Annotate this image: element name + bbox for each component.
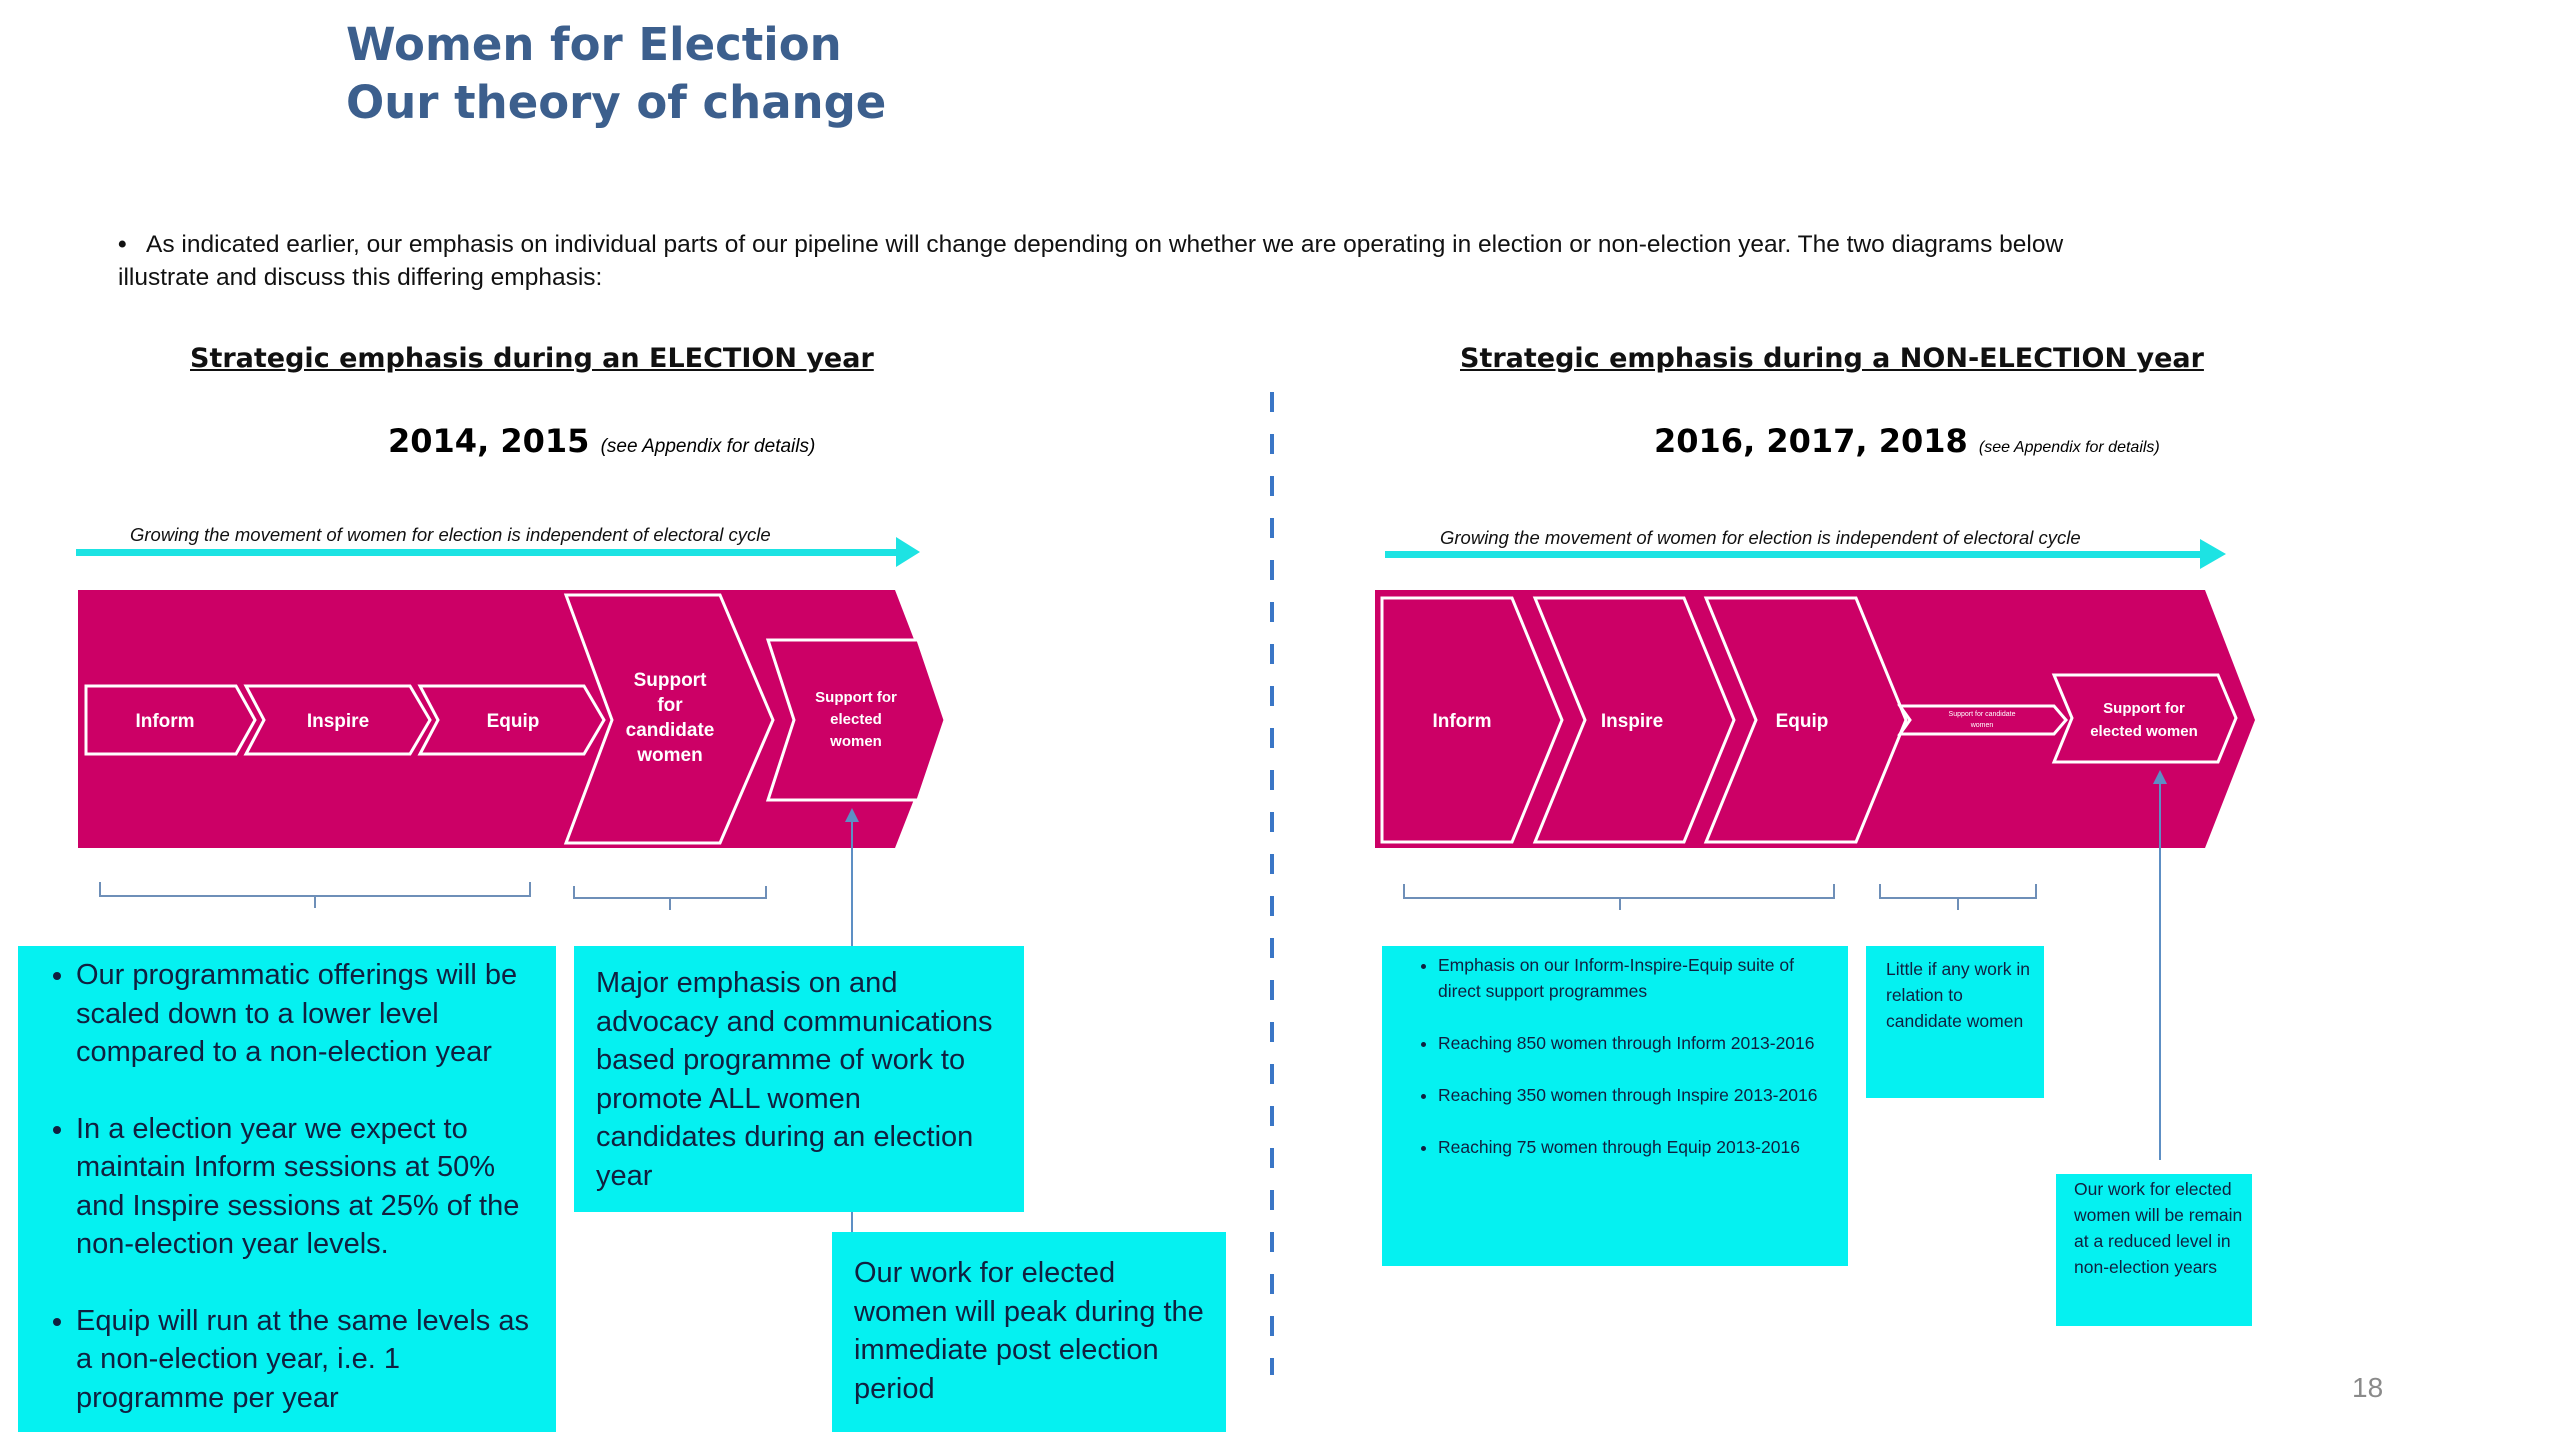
non-election-brace-candidates [1880, 884, 2036, 910]
election-support-elected-line-2: elected [830, 711, 882, 728]
non-election-programmes-callout [1382, 946, 1848, 1266]
intro-paragraph: As indicated earlier, our emphasis on individual parts of our pipeline will change depending on whether we are operating in election or non-election year. The two diagrams below illustrate and discuss this differing emphasis: [118, 231, 2064, 291]
election-candidates-callout: Major emphasis on and advocacy and communications based programme of work to promote ALL women candidates during an election year [574, 946, 1024, 1212]
non-election-support-elected-line-2: elected women [2090, 723, 2198, 740]
election-growth-arrow [76, 537, 920, 567]
non-election-equip-label: Equip [1775, 711, 1829, 732]
non-election-arrow-caption: Growing the movement of women for election is independent of electoral cycle [1440, 527, 2081, 548]
braces [100, 882, 2036, 910]
non-election-elected-callout: Our work for elected women will be remain at a reduced level in non-election years [2056, 1174, 2252, 1326]
election-brace-candidates [574, 886, 766, 910]
non-election-inform-label: Inform [1432, 711, 1492, 732]
non-election-heading: Strategic emphasis during a NON-ELECTION year [1460, 343, 2204, 374]
election-programmes-callout [18, 946, 556, 1432]
non-election-years-note: (see Appendix for details) [1978, 439, 2160, 456]
election-brace-programmes [100, 882, 530, 908]
non-election-growth-arrow [1385, 539, 2226, 569]
election-years-value: 2014, 2015 [388, 422, 590, 460]
election-stage-inform [86, 686, 255, 754]
non-election-brace-programmes [1404, 884, 1834, 910]
election-heading: Strategic emphasis during an ELECTION year [190, 343, 874, 374]
election-pipeline [78, 590, 945, 848]
election-stage-inspire [246, 686, 430, 754]
election-programmes-point-2: • In a election year we expect to maintain Inform sessions at 50% and Inspire sessions at 25% of the non-election year levels. [76, 1110, 542, 1264]
non-election-programmes-point-1: • Emphasis on our Inform-Inspire-Equip suite of direct support programmes [1438, 952, 1838, 1004]
election-elected-callout: Our work for elected women will peak during the immediate post election period [832, 1232, 1226, 1432]
non-election-support-candidate-line-2: women [1970, 722, 1994, 729]
election-support-candidate-line-2: for [657, 695, 683, 716]
non-election-programmes-point-4: • Reaching 75 women through Equip 2013-2016 [1438, 1134, 1838, 1160]
election-stage-support-elected [768, 640, 945, 800]
non-election-programmes-point-3: • Reaching 350 women through Inspire 2013-2016 [1438, 1082, 1838, 1108]
non-election-support-elected-line-1: Support for [2103, 700, 2185, 717]
non-election-programmes-point-2: • Reaching 850 women through Inform 2013-2016 [1438, 1030, 1838, 1056]
election-inform-label: Inform [135, 711, 195, 732]
title-line-2: Our theory of change [346, 76, 887, 129]
election-inspire-label: Inspire [306, 711, 370, 732]
election-support-candidate-line-3: candidate [625, 720, 715, 741]
page-number: 18 [2352, 1372, 2384, 1403]
election-stage-equip [420, 686, 604, 754]
non-election-stage-support-elected [2054, 675, 2236, 762]
election-support-elected-line-3: women [830, 733, 882, 750]
non-election-candidates-callout: Little if any work in relation to candidate women [1866, 946, 2044, 1098]
non-election-stage-support-candidate [1900, 706, 2066, 734]
non-election-inspire-label: Inspire [1600, 711, 1664, 732]
title-line-1: Women for Election [346, 18, 842, 71]
non-election-years-value: 2016, 2017, 2018 [1654, 422, 1968, 460]
election-equip-label: Equip [486, 711, 540, 732]
non-election-support-candidate-line-1: Support for candidate [1948, 711, 2016, 718]
election-support-candidate-line-4: women [637, 745, 703, 766]
election-programmes-point-3: • Equip will run at the same levels as a non-election year, i.e. 1 programme per year [76, 1302, 542, 1418]
election-programmes-point-1: • Our programmatic offerings will be scaled down to a lower level compared to a non-election year [76, 956, 542, 1072]
election-support-candidate-line-1: Support [633, 670, 707, 691]
intro-bullet: • [118, 231, 127, 258]
non-election-pipeline [1375, 590, 2255, 848]
election-support-elected-line-1: Support for [815, 689, 897, 706]
election-arrow-caption: Growing the movement of women for election is independent of electoral cycle [130, 524, 771, 545]
election-years-note: (see Appendix for details) [600, 436, 816, 457]
